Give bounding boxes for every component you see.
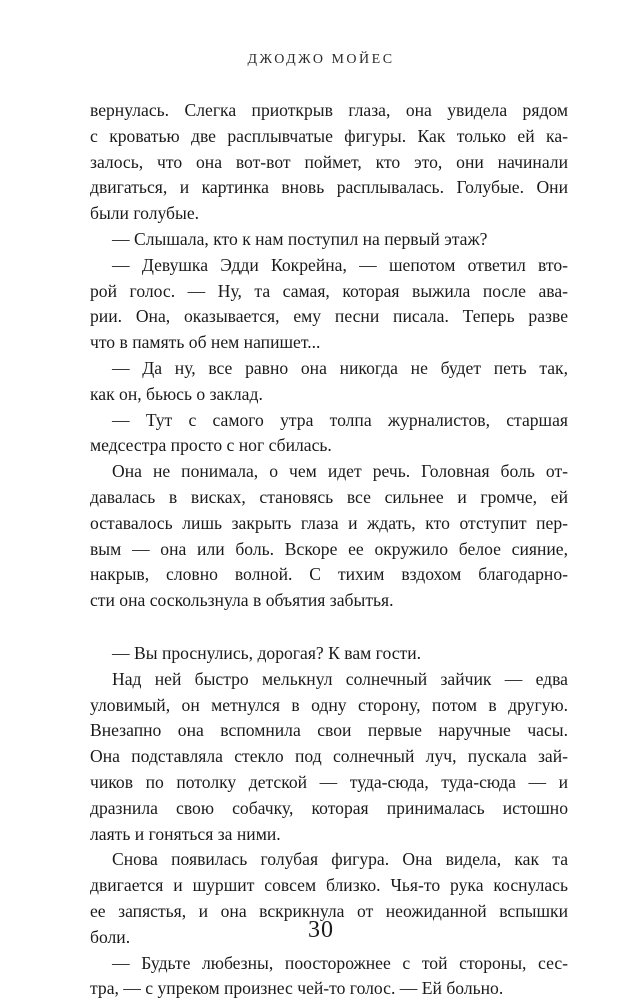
paragraph (90, 253, 568, 356)
text-line: залось, что она вот-вот поймет, кто это, они начинали (90, 150, 568, 176)
paragraph (90, 227, 568, 253)
page-number: 30 (0, 917, 642, 944)
text-line: как он, бьюсь о заклад. (90, 382, 568, 408)
text-line: что в память об нем напишет... (90, 330, 568, 356)
text-line: были голубые. (90, 201, 568, 227)
text-line: — Девушка Эдди Кокрейна, — шепотом ответил вто- (90, 253, 568, 279)
text-line: дразнила свою собачку, которая принималась истошно (90, 796, 568, 822)
text-line: уловимый, он метнулся в одну сторону, потом в другую. (90, 693, 568, 719)
paragraph (90, 641, 568, 667)
text-line: вым — она или боль. Вскоре ее окружило белое сияние, (90, 537, 568, 563)
text-line: Она подставляла стекло под солнечный луч, пускала зай- (90, 744, 568, 770)
text-line: давалась в висках, становясь все сильнее и громче, ей (90, 485, 568, 511)
text-line: лаять и гоняться за ними. (90, 822, 568, 848)
text-line: Она не понимала, о чем идет речь. Головная боль от- (90, 459, 568, 485)
paragraph (90, 408, 568, 460)
text-line: двигаться, и картинка вновь расплывалась. Голубые. Они (90, 175, 568, 201)
paragraph (90, 459, 568, 614)
text-line: — Тут с самого утра толпа журналистов, старшая (90, 408, 568, 434)
text-line: рии. Она, оказывается, ему песни писала. Теперь разве (90, 304, 568, 330)
text-line: накрыв, словно волной. С тихим вздохом благодарно- (90, 562, 568, 588)
body-text (90, 98, 568, 1002)
text-line: — Слышала, кто к нам поступил на первый этаж? (90, 227, 568, 253)
text-line: с кроватью две расплывчатые фигуры. Как только ей ка- (90, 124, 568, 150)
section-break (90, 614, 568, 641)
paragraph (90, 356, 568, 408)
text-line: — Будьте любезны, поосторожнее с той стороны, сес- (90, 951, 568, 977)
text-line: тра, — с упреком произнес чей-то голос. — Ей больно. (90, 976, 568, 1002)
text-line: двигается и шуршит совсем близко. Чья-то рука коснулась (90, 873, 568, 899)
text-line: — Вы проснулись, дорогая? К вам гости. (90, 641, 568, 667)
text-line: Снова появилась голубая фигура. Она видела, как та (90, 847, 568, 873)
text-line: — Да ну, все равно она никогда не будет петь так, (90, 356, 568, 382)
paragraph (90, 667, 568, 848)
text-line: оставалось лишь закрыть глаза и ждать, кто отступит пер- (90, 511, 568, 537)
text-line: Внезапно она вспомнила свои первые наручные часы. (90, 718, 568, 744)
text-line: сти она соскользнула в объятия забытья. (90, 588, 568, 614)
paragraph (90, 951, 568, 1002)
text-line: боли. (90, 925, 568, 951)
text-line: рой голос. — Ну, та самая, которая выжила после ава- (90, 279, 568, 305)
text-line: вернулась. Слегка приоткрыв глаза, она увидела рядом (90, 98, 568, 124)
running-header: ДЖОДЖО МОЙЕС (0, 52, 642, 68)
paragraph (90, 98, 568, 227)
text-line: медсестра просто с ног сбилась. (90, 433, 568, 459)
text-line: ее запястья, и она вскрикнула от неожиданной вспышки (90, 899, 568, 925)
text-line: Над ней быстро мелькнул солнечный зайчик — едва (90, 667, 568, 693)
text-line: чиков по потолку детской — туда-сюда, туда-сюда — и (90, 770, 568, 796)
